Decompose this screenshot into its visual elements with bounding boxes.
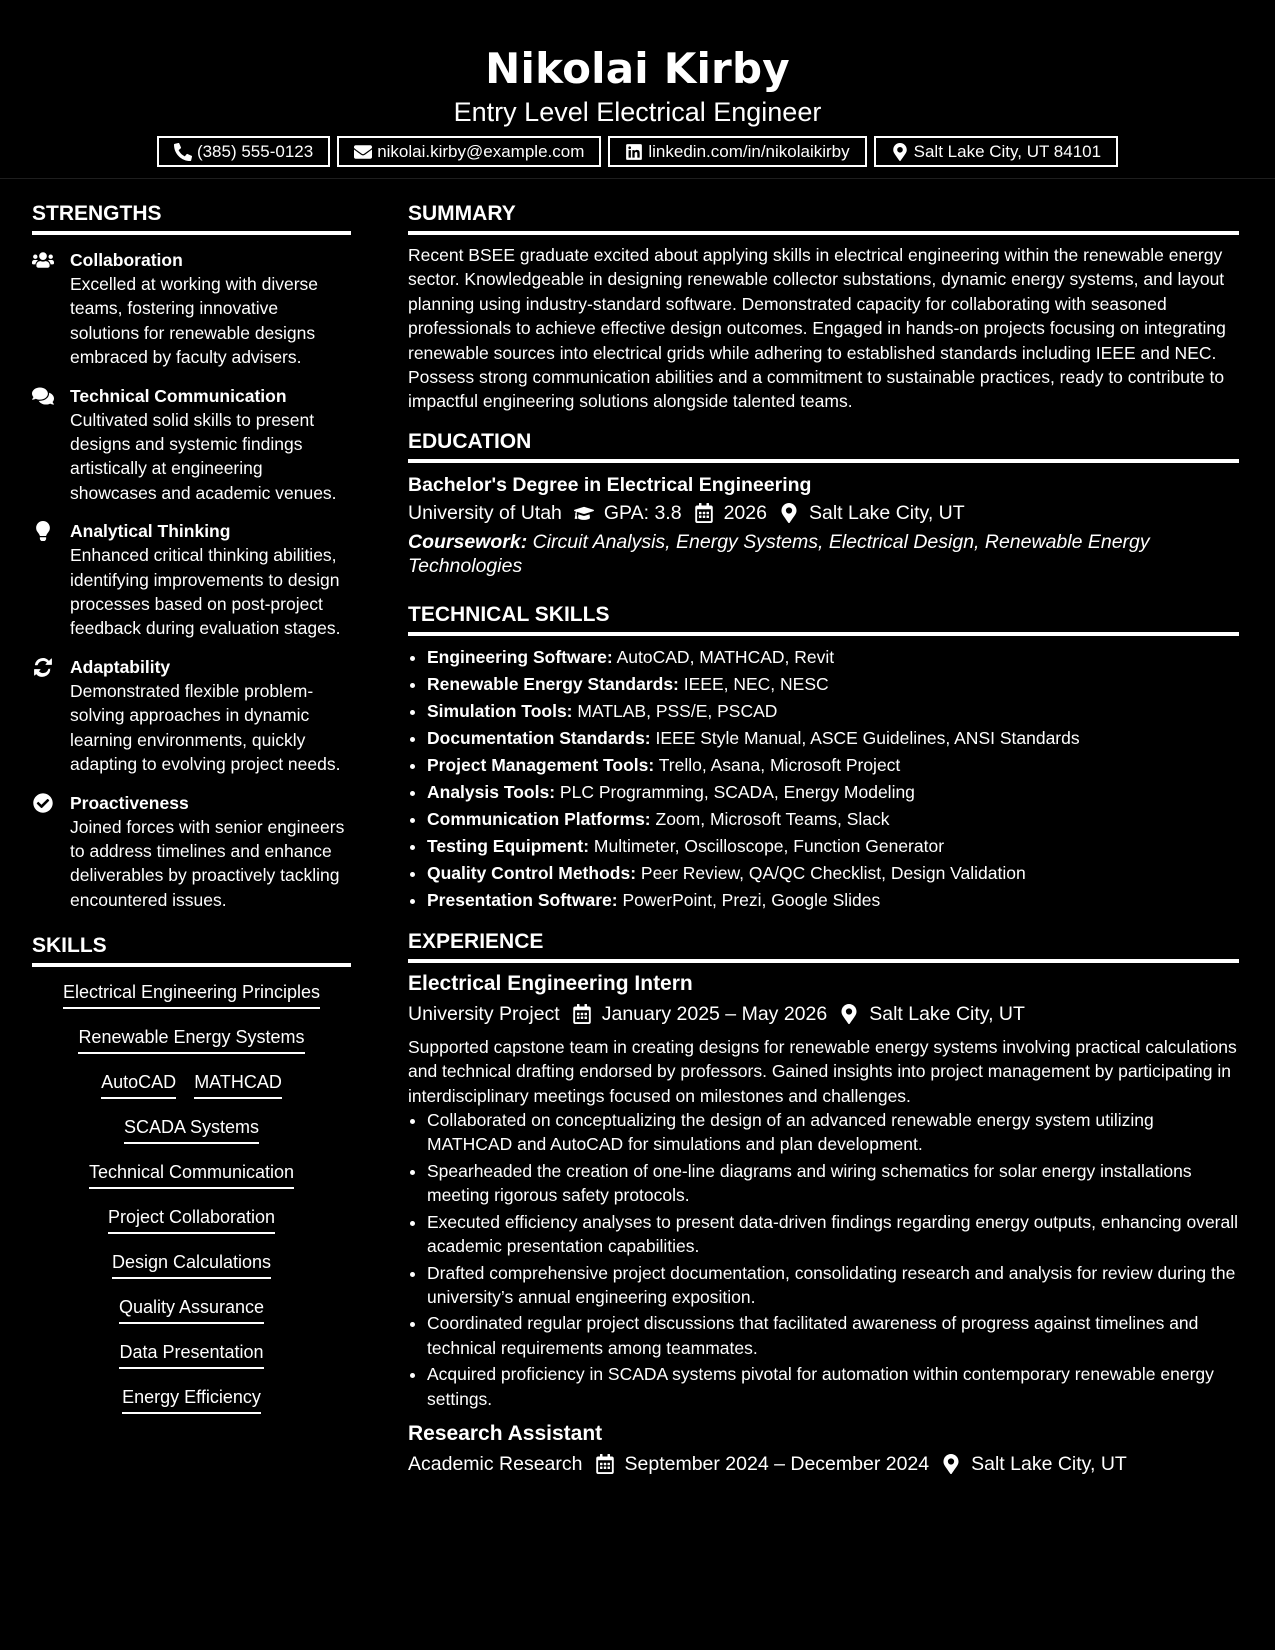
job-description: Supported capstone team in creating designs for renewable energy systems involving practical calculations and technical drafting endorsed by professors. Gained insights into project management by participating in interdisciplinary meetings focused on milestones and challenges.	[408, 1036, 1237, 1106]
strength-item	[32, 791, 351, 913]
strength-item	[32, 655, 351, 777]
job-meta	[408, 1449, 1239, 1479]
list-item	[427, 725, 1239, 752]
skill-value: PLC Programming, SCADA, Energy Modeling	[555, 781, 915, 802]
list-item: • Collaborated on conceptualizing the design of an advanced renewable energy system utilizing MATHCAD and AutoCAD for simulations and plan development.	[427, 1108, 1239, 1157]
strength-desc: Demonstrated flexible problem-solving approaches in dynamic learning environments, quickly adapting to evolving project needs.	[70, 680, 341, 775]
strength-title: Adaptability	[70, 656, 171, 677]
contact-email[interactable]	[337, 136, 601, 167]
skill-tag: Project Collaboration	[108, 1204, 275, 1234]
skill-value: IEEE Style Manual, ASCE Guidelines, ANSI Standards	[650, 727, 1080, 748]
education-heading: EDUCATION	[408, 428, 1239, 463]
degree-title: Bachelor's Degree in Electrical Engineering	[408, 473, 812, 496]
map-marker-icon	[941, 1454, 961, 1474]
technical-skills-heading: TECHNICAL SKILLS	[408, 601, 1239, 636]
linkedin-icon	[625, 143, 643, 161]
experience-heading: EXPERIENCE	[408, 928, 1239, 963]
skill-label: Engineering Software:	[427, 646, 613, 667]
skill-value: MATLAB, PSS/E, PSCAD	[572, 700, 778, 721]
skill-label: Simulation Tools:	[427, 700, 573, 721]
skill-value: AutoCAD, MATHCAD, Revit	[612, 646, 835, 667]
skill-tag: Energy Efficiency	[122, 1384, 261, 1414]
graduation-cap-icon	[574, 503, 594, 523]
skill-value: Trello, Asana, Microsoft Project	[654, 754, 901, 775]
list-item	[427, 887, 1239, 914]
skill-label: Communication Platforms:	[427, 808, 651, 829]
strength-title: Collaboration	[70, 250, 183, 270]
list-item	[427, 833, 1239, 860]
contact-linkedin[interactable]	[608, 136, 866, 167]
contact-location-text: Salt Lake City, UT 84101	[913, 141, 1102, 161]
map-marker-icon	[891, 143, 909, 161]
contact-bar	[0, 136, 1275, 167]
technical-skills-list	[408, 644, 1239, 914]
skill-value: Zoom, Microsoft Teams, Slack	[650, 808, 890, 829]
envelope-icon	[354, 143, 372, 161]
job-dates: January 2025 – May 2026	[601, 1002, 828, 1025]
candidate-title: Entry Level Electrical Engineer	[453, 97, 822, 127]
strength-item	[32, 384, 351, 506]
strengths-list	[32, 248, 351, 912]
coursework	[408, 530, 1239, 579]
job-org: Academic Research	[408, 1452, 583, 1475]
list-item	[427, 779, 1239, 806]
skill-value: IEEE, NEC, NESC	[678, 673, 829, 694]
experience-section	[408, 928, 1239, 1479]
strengths-heading: STRENGTHS	[32, 200, 351, 235]
job-dates: September 2024 – December 2024	[624, 1452, 930, 1475]
skill-tag: Data Presentation	[119, 1339, 263, 1369]
contact-phone-text: (385) 555-0123	[196, 141, 314, 161]
skill-tag: AutoCAD	[101, 1069, 176, 1099]
skill-label: Presentation Software:	[427, 889, 618, 910]
contact-location	[874, 136, 1118, 167]
job-entry	[408, 1419, 1239, 1479]
school-name: University of Utah	[408, 501, 562, 524]
list-item	[427, 806, 1239, 833]
strength-title: Technical Communication	[70, 385, 287, 406]
skill-tag: MATHCAD	[194, 1069, 282, 1099]
job-location: Salt Lake City, UT	[869, 1002, 1025, 1025]
technical-skills-section	[408, 601, 1239, 914]
calendar-icon	[595, 1454, 615, 1474]
contact-phone[interactable]	[157, 136, 330, 167]
list-item	[427, 671, 1239, 698]
map-marker-icon	[779, 503, 799, 523]
skill-tag: Quality Assurance	[119, 1294, 264, 1324]
lightbulb-icon	[32, 521, 54, 541]
gpa-text: GPA: 3.8	[603, 501, 682, 524]
check-circle-icon	[32, 793, 54, 813]
strength-desc: Excelled at working with diverse teams, fostering innovative solutions for renewable designs embraced by faculty advisers.	[70, 274, 319, 368]
resume-header	[0, 0, 1275, 179]
contact-email-text: nikolai.kirby@example.com	[377, 141, 585, 161]
job-title: Electrical Engineering Intern	[408, 971, 693, 995]
skill-label: Renewable Energy Standards:	[427, 673, 679, 694]
coursework-list: Circuit Analysis, Energy Systems, Electrical Design, Renewable Energy Technologies	[408, 530, 1150, 578]
list-item	[427, 860, 1239, 887]
skill-value: Peer Review, QA/QC Checklist, Design Validation	[636, 862, 1026, 883]
list-item: • Spearheaded the creation of one-line diagrams and wiring schematics for solar energy installations meeting rigorous safety protocols.	[427, 1159, 1239, 1208]
skill-label: Project Management Tools:	[427, 754, 655, 775]
sync-icon	[32, 657, 54, 677]
right-column	[408, 200, 1239, 1479]
list-item: • Executed efficiency analyses to present data-driven findings regarding energy outputs, enhancing overall academic presentation capabilities.	[427, 1210, 1239, 1259]
strength-item	[32, 248, 351, 370]
skill-tag: Renewable Energy Systems	[78, 1024, 304, 1054]
job-meta	[408, 999, 1239, 1029]
strength-title: Proactiveness	[70, 792, 189, 813]
job-location: Salt Lake City, UT	[971, 1452, 1127, 1475]
contact-linkedin-text: linkedin.com/in/nikolaikirby	[648, 141, 850, 161]
job-org: University Project	[408, 1002, 560, 1025]
calendar-icon	[694, 503, 714, 523]
strength-item	[32, 519, 351, 641]
list-item	[427, 752, 1239, 779]
skill-tag: SCADA Systems	[124, 1114, 259, 1144]
skill-tag: Electrical Engineering Principles	[63, 979, 320, 1009]
strength-desc: Joined forces with senior engineers to address timelines and enhance deliverables by proactively tackling encountered issues.	[70, 816, 345, 910]
job-bullets	[408, 1108, 1239, 1411]
education-meta	[408, 498, 1239, 528]
summary-section	[408, 200, 1239, 414]
summary-heading: SUMMARY	[408, 200, 1239, 235]
strength-desc: Enhanced critical thinking abilities, identifying improvements to design processes based on post-project feedback during evaluation stages.	[70, 545, 341, 639]
skills-heading: SKILLS	[32, 932, 351, 967]
skills-list	[32, 979, 351, 1429]
list-item	[427, 644, 1239, 671]
skills-section	[32, 932, 351, 1429]
map-marker-icon	[839, 1004, 859, 1024]
strength-title: Analytical Thinking	[70, 521, 231, 542]
school-location: Salt Lake City, UT	[808, 501, 965, 524]
list-item: • Drafted comprehensive project documentation, consolidating research and analysis for review during the university’s annual engineering exposition.	[427, 1261, 1239, 1310]
list-item: • Coordinated regular project discussions that facilitated awareness of progress against timelines and technical requirements among teammates.	[427, 1311, 1239, 1360]
skill-value: PowerPoint, Prezi, Google Slides	[617, 889, 881, 910]
skill-label: Documentation Standards:	[427, 727, 651, 748]
skill-label: Testing Equipment:	[427, 835, 590, 856]
candidate-name: Nikolai Kirby	[485, 44, 790, 93]
comments-icon	[32, 386, 54, 406]
left-column	[32, 200, 351, 1429]
summary-text: Recent BSEE graduate excited about applying skills in electrical engineering within the renewable energy sector. Knowledgeable in designing renewable collector substations, dynamic energy systems, and layout planning using industry-standard software. Demonstrated capacity for collaborating with seasoned professionals to achieve effective design outcomes. Engaged in hands-on projects focusing on integrating renewable sources into electrical grids while adhering to established standards including IEEE and NEC. Possess strong communication abilities and a commitment to sustainable practices, ready to contribute to impactful engineering solutions alongside talented teams.	[408, 245, 1226, 412]
calendar-icon	[572, 1004, 592, 1024]
skill-value: Multimeter, Oscilloscope, Function Generator	[589, 835, 945, 856]
job-entry	[408, 969, 1239, 1411]
job-title: Research Assistant	[408, 1421, 603, 1445]
skill-label: Quality Control Methods:	[427, 862, 637, 883]
coursework-label: Coursework:	[408, 530, 528, 553]
skill-label: Analysis Tools:	[427, 781, 556, 802]
skill-tag: Design Calculations	[112, 1249, 271, 1279]
list-item: • Acquired proficiency in SCADA systems pivotal for automation within contemporary renewable energy settings.	[427, 1362, 1239, 1411]
strength-desc: Cultivated solid skills to present designs and systemic findings artistically at engineering showcases and academic venues.	[70, 409, 337, 503]
list-item	[427, 698, 1239, 725]
phone-icon	[174, 143, 192, 161]
skill-tag: Technical Communication	[89, 1159, 294, 1189]
users-icon	[32, 250, 54, 270]
education-section	[408, 428, 1239, 579]
graduation-year: 2026	[723, 501, 767, 524]
